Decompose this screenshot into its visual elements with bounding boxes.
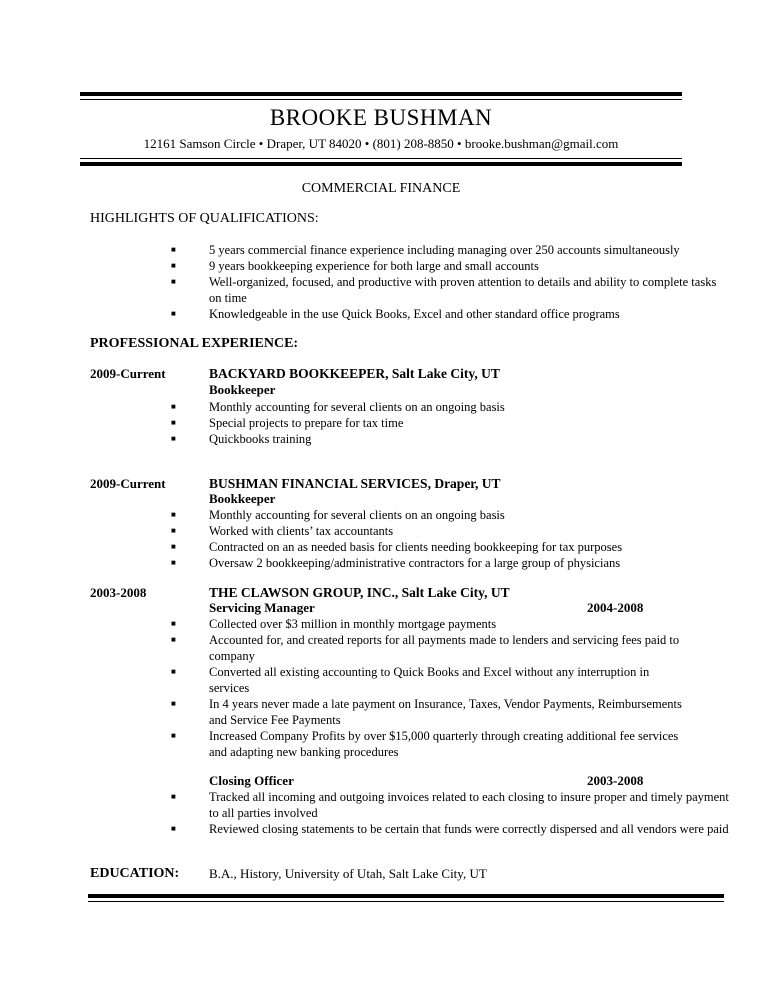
bullet-icon: ■ — [171, 558, 176, 567]
bullet-icon: ■ — [171, 667, 176, 676]
top-rule-thin — [80, 99, 682, 100]
list-item: ■ 9 years bookkeeping experience for both large and small accounts — [171, 259, 539, 273]
bullet-icon: ■ — [171, 824, 176, 833]
list-item: ■ Special projects to prepare for tax time — [171, 416, 404, 430]
experience-heading: PROFESSIONAL EXPERIENCE: — [90, 336, 299, 351]
highlights-list — [171, 242, 729, 322]
objective-title: COMMERCIAL FINANCE — [301, 181, 461, 196]
job-dates: 2003-2008 — [90, 585, 147, 600]
list-item: ■ Increased Company Profits by over $15,000 quarterly through creating additional fee services and adapting new banking procedures — [171, 729, 679, 759]
education-value: B.A., History, University of Utah, Salt Lake City, UT — [209, 866, 487, 881]
bottom-rule-thick — [88, 894, 724, 898]
list-item: ■ Oversaw 2 bookkeeping/administrative contractors for a large group of physicians — [171, 556, 621, 570]
list-item: ■ In 4 years never made a late payment on Insurance, Taxes, Vendor Payments, Reimbursements and Service Fee Payments — [171, 697, 682, 727]
list-item: ■ Accounted for, and created reports for all payments made to lenders and servicing fees paid to company — [171, 633, 680, 663]
list-item: ■ 5 years commercial finance experience including managing over 250 accounts simultaneously — [171, 243, 680, 257]
bullet-icon: ■ — [171, 261, 176, 270]
job-dates: 2009-Current — [90, 476, 166, 491]
job-employer: BACKYARD BOOKKEEPER, Salt Lake City, UT — [209, 366, 500, 381]
list-item: ■ Worked with clients’ tax accountants — [171, 524, 394, 538]
bullet-icon: ■ — [171, 402, 176, 411]
list-item: ■ Collected over $3 million in monthly mortgage payments — [171, 617, 497, 631]
list-item: ■ Converted all existing accounting to Quick Books and Excel without any interruption in services — [171, 665, 650, 695]
header-rule-thick — [80, 162, 682, 166]
list-item: ■ Monthly accounting for several clients on an ongoing basis — [171, 508, 505, 522]
bullet-icon: ■ — [171, 619, 176, 628]
job-duties-list — [171, 507, 729, 571]
job-duties-list — [171, 616, 689, 760]
job-duties-list — [171, 399, 729, 447]
bullet-icon: ■ — [171, 526, 176, 535]
role-dates: 2003-2008 — [587, 773, 644, 788]
education-label: EDUCATION: — [90, 866, 180, 881]
job-dates: 2009-Current — [90, 366, 166, 381]
candidate-name: BROOKE BUSHMAN — [269, 105, 493, 130]
role-dates: 2004-2008 — [587, 600, 644, 615]
list-item: ■ Well-organized, focused, and productive with proven attention to details and ability to complete tasks on time — [171, 275, 717, 305]
list-item: ■ Knowledgeable in the use Quick Books, Excel and other standard office programs — [171, 307, 620, 321]
contact-line: 12161 Samson Circle • Draper, UT 84020 • (801) 208-8850 • brooke.bushman@gmail.com — [143, 136, 619, 151]
list-item: ■ Quickbooks training — [171, 432, 312, 446]
bullet-icon: ■ — [171, 418, 176, 427]
bullet-icon: ■ — [171, 542, 176, 551]
job-title: Bookkeeper — [209, 382, 276, 397]
bullet-icon: ■ — [171, 434, 176, 443]
bullet-icon: ■ — [171, 792, 176, 801]
bottom-rule-thin — [88, 901, 724, 902]
list-item: ■ Tracked all incoming and outgoing invoices related to each closing to insure proper and timely payment to all parties involved — [171, 790, 729, 820]
list-item: ■ Monthly accounting for several clients on an ongoing basis — [171, 400, 505, 414]
header-rule-thin — [80, 158, 682, 159]
top-rule-thick — [80, 92, 682, 96]
bullet-icon: ■ — [171, 699, 176, 708]
bullet-icon: ■ — [171, 731, 176, 740]
job-title: Servicing Manager — [209, 600, 315, 615]
bullet-icon: ■ — [171, 309, 176, 318]
job-employer: THE CLAWSON GROUP, INC., Salt Lake City, UT — [209, 585, 510, 600]
job-duties-list — [171, 789, 729, 837]
bullet-icon: ■ — [171, 245, 176, 254]
bullet-icon: ■ — [171, 277, 176, 286]
highlights-heading: HIGHLIGHTS OF QUALIFICATIONS: — [90, 211, 319, 226]
list-item: ■ Contracted on an as needed basis for clients needing bookkeeping for tax purposes — [171, 540, 623, 554]
list-item: ■ Reviewed closing statements to be certain that funds were correctly dispersed and all vendors were paid — [171, 822, 729, 836]
bullet-icon: ■ — [171, 635, 176, 644]
bullet-icon: ■ — [171, 510, 176, 519]
job-title: Closing Officer — [209, 773, 294, 788]
job-employer: BUSHMAN FINANCIAL SERVICES, Draper, UT — [209, 476, 501, 491]
job-title: Bookkeeper — [209, 491, 276, 506]
